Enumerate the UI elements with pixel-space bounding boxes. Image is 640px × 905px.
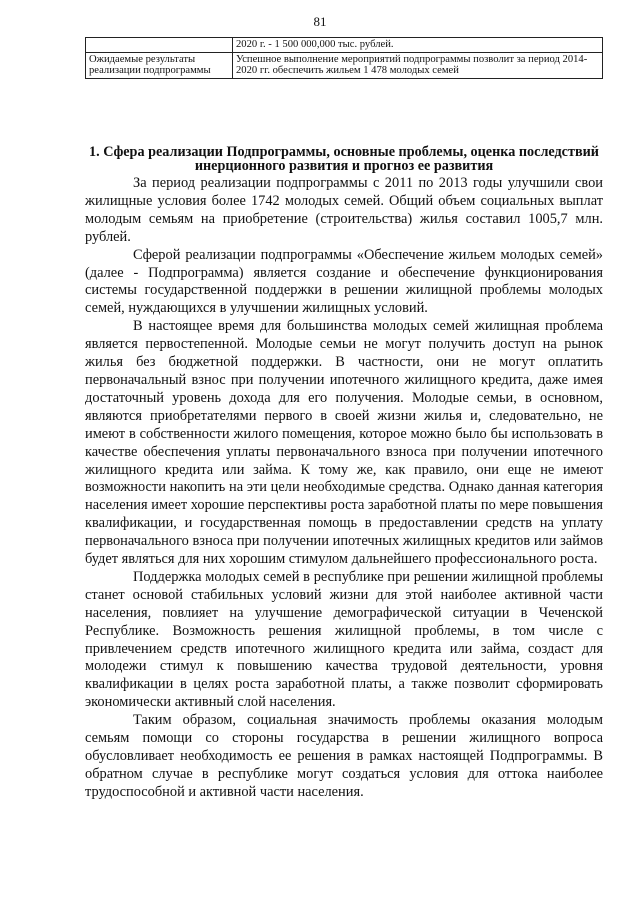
section-heading: 1. Сфера реализации Подпрограммы, основные проблемы, оценка последствий инерционного развития и прогноз ее развития — [89, 144, 599, 174]
paragraph: Поддержка молодых семей в республике при решении жилищной проблемы станет основой стабильных условий жизни для этой наиболее активной части населения, повлияет на улучшение демографической ситуации в Чеченской Республике. Возможность решения жилищной проблемы, в том числе с привлечением средств ипотечного жилищного кредита или займа, создаст для молодежи стимул к повышению качества трудовой деятельности, уровня квалификации в целях роста заработной платы, а также позволит сформировать экономически активный слой населения. — [85, 568, 603, 711]
table-row — [86, 52, 603, 78]
paragraph: Сферой реализации подпрограммы «Обеспечение жильем молодых семей» (далее - Подпрограмма) является создание и обеспечение функционирования системы государственной поддержки в решении жилищной проблемы молодых семей, нуждающихся в улучшении жилищных условий. — [85, 246, 603, 317]
paragraph: За период реализации подпрограммы с 2011 по 2013 годы улучшили свои жилищные условия более 1742 молодых семей. Общий объем социальных выплат молодым семьям на приобретение (строительства) жилья составил 1005,7 млн. рублей. — [85, 175, 603, 245]
page-number: 81 — [313, 14, 327, 29]
table-cell-value: Успешное выполнение мероприятий подпрограммы позволит за период 2014-2020 гг. обеспечить жильем 1 478 молодых семей — [233, 52, 603, 78]
table-cell-label: Ожидаемые результаты реализации подпрограммы — [86, 52, 233, 78]
table-cell-label — [86, 38, 233, 53]
table-cell-value: 2020 г. - 1 500 000,000 тыс. рублей. — [233, 38, 603, 53]
section-body — [85, 175, 603, 802]
subprogram-passport-table — [85, 37, 603, 79]
paragraph: В настоящее время для большинства молодых семей жилищная проблема является первостепенной. Молодые семьи не могут получить доступ на рынок жилья без бюджетной поддержки. В частности, они не могут оплатить первоначальный взнос при получении ипотечного жилищного кредита, даже имея достаточный уровень дохода для его получения. Молодые семьи, в основном, являются приобретателями первого в своей жизни жилья и, следовательно, не имеют в собственности жилого помещения, которое можно было бы использовать в качестве обеспечения уплаты первоначального взноса при получении ипотечного жилищного кредита или займа. К тому же, как правило, они еще не имеют возможности накопить на эти цели необходимые средства. Однако данная категория населения имеет хорошие перспективы роста заработной платы по мере повышения квалификации, и государственная помощь в предоставлении средств на уплату первоначального взноса при получении ипотечных жилищных кредитов или займов будет являться для них хорошим стимулом дальнейшего профессионального роста. — [85, 318, 603, 568]
table-row — [86, 38, 603, 53]
paragraph: Таким образом, социальная значимость проблемы оказания молодым семьям помощи со стороны государства в решении жилищного вопроса обусловливает необходимость ее решения в рамках настоящей Подпрограммы. В обратном случае в республике могут создаться условия для оттока наиболее трудоспособной и активной части населения. — [85, 712, 603, 800]
